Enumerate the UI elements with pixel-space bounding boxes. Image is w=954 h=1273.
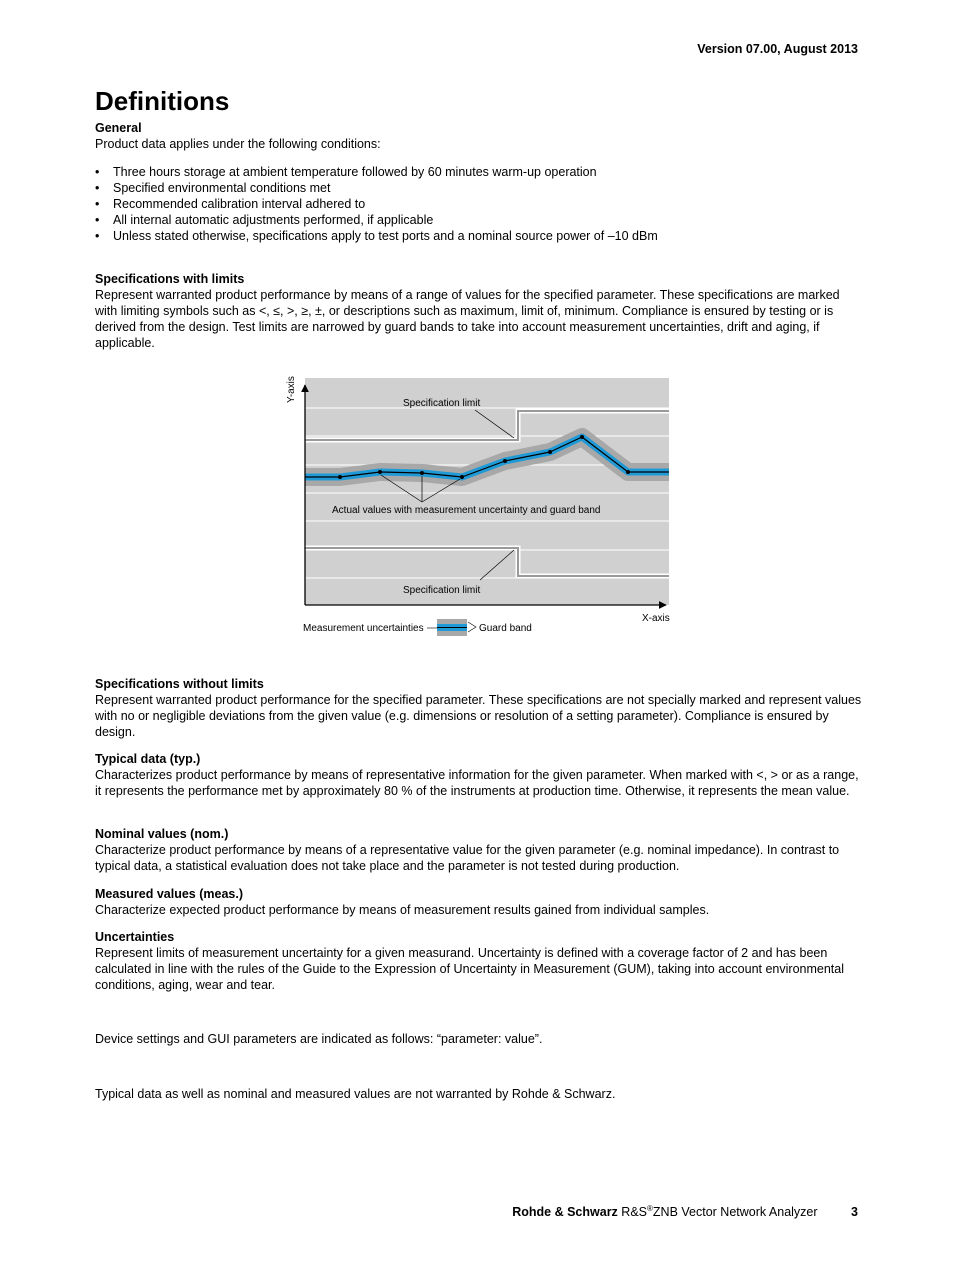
nominal-text: Characterize product performance by means of a representative value for the given parameter (e.g. nominal impedance). In contrast to typical data, a statistical evaluation does not take place and the parameter is not tested during production.: [95, 843, 840, 873]
nominal-section: [95, 826, 863, 874]
typical-section: [95, 751, 863, 799]
page-title: Definitions: [95, 86, 230, 116]
x-axis-label: X-axis: [642, 613, 670, 624]
list-item: • All internal automatic adjustments performed, if applicable: [95, 212, 863, 228]
spec-no-limits-section: [95, 676, 863, 740]
footer-product: ZNB Vector Network Analyzer: [652, 1205, 818, 1219]
measured-heading: Measured values (meas.): [95, 887, 243, 901]
general-intro: Product data applies under the following conditions:: [95, 137, 381, 151]
registered-mark: ®: [647, 1203, 653, 1213]
spec-limits-diagram: [280, 373, 672, 643]
footer-company: Rohde & Schwarz: [512, 1205, 618, 1219]
legend-guard-band-label: Guard band: [479, 623, 532, 634]
page-number: 3: [851, 1205, 858, 1219]
footer-product-prefix: R&S: [621, 1205, 647, 1219]
y-axis-label: Y-axis: [286, 376, 297, 403]
spec-no-limits-text: Represent warranted product performance for the specified parameter. These specifications are not specially marked and represent values with no or negligible deviations from the given value (e.g. dimensions or resolution of a setting parameter). Compliance is ensured by design.: [95, 693, 862, 739]
nominal-heading: Nominal values (nom.): [95, 827, 229, 841]
device-settings-note: Device settings and GUI parameters are indicated as follows: “parameter: value”.: [95, 1032, 543, 1046]
upper-spec-limit-label: Specification limit: [403, 398, 481, 409]
disclaimer-note: Typical data as well as nominal and measured values are not warranted by Rohde & Schwarz.: [95, 1087, 616, 1101]
conditions-list: [95, 164, 863, 244]
list-item: • Unless stated otherwise, specifications apply to test ports and a nominal source power of –10 dBm: [95, 228, 863, 244]
spec-limits-section: [95, 271, 863, 351]
list-item: • Three hours storage at ambient temperature followed by 60 minutes warm-up operation: [95, 164, 863, 180]
spec-limits-heading: Specifications with limits: [95, 272, 245, 286]
version-header: Version 07.00, August 2013: [697, 42, 858, 56]
legend-uncertainties-label: Measurement uncertainties: [303, 623, 424, 634]
general-section: [95, 120, 863, 244]
spec-no-limits-heading: Specifications without limits: [95, 677, 264, 691]
list-item: • Recommended calibration interval adhered to: [95, 196, 863, 212]
legend-guard-band-connector: [468, 622, 476, 632]
uncertainties-text: Represent limits of measurement uncertainty for a given measurand. Uncertainty is defined with a coverage factor of 2 and has been calculated in line with the rules of the Guide to the Expression of Uncertainty in Measurement (GUM), taking into account environmental conditions, aging, wear and tear.: [95, 946, 844, 992]
lower-spec-limit-label: Specification limit: [403, 585, 481, 596]
measured-text: Characterize expected product performance by means of measurement results gained from individual samples.: [95, 903, 710, 917]
spec-limits-text: Represent warranted product performance by means of a range of values for the specified parameter. These specifications are marked with limiting symbols such as <, ≤, >, ≥, ±, or descriptions such as maximum, limit of, minimum. Compliance is ensured by testing or is derived from the design. Test limits are narrowed by guard bands to take into account measurement uncertainties, drift and aging, if applicable.: [95, 288, 840, 350]
actual-values-label: Actual values with measurement uncertainty and guard band: [332, 505, 601, 516]
measured-section: [95, 886, 863, 918]
list-item: • Specified environmental conditions met: [95, 180, 863, 196]
typical-text: Characterizes product performance by means of representative information for the given parameter. When marked with <, > or as a range, it represents the performance met by approximately 80 % of the instruments at production time. Otherwise, it represents the mean value.: [95, 768, 859, 798]
typical-heading: Typical data (typ.): [95, 752, 201, 766]
general-heading: General: [95, 121, 142, 135]
uncertainties-section: [95, 929, 863, 993]
uncertainties-heading: Uncertainties: [95, 930, 175, 944]
